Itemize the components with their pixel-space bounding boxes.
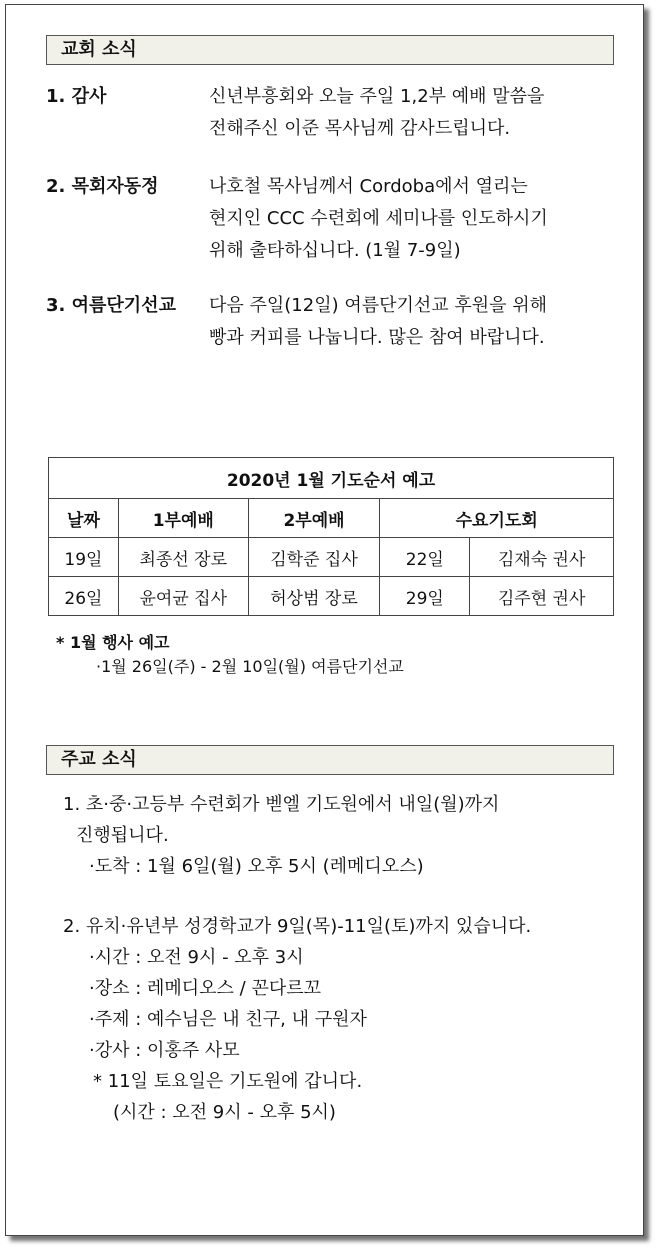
school-news-star-detail: (시간 : 오전 9시 - 오후 5시) [113, 1102, 336, 1123]
news-item-line: 위해 출타하십니다. (1월 7-9일) [209, 240, 461, 261]
church-news-header: 교회 소식 [46, 35, 614, 65]
school-news-item-retreat [63, 789, 623, 882]
school-news-line: 진행됩니다. [76, 825, 169, 846]
news-item-label: 2. 목회자동정 [46, 176, 159, 197]
schedule-cell: 22일 [380, 538, 470, 577]
news-item-label: 1. 감사 [46, 86, 107, 107]
schedule-cell: 김재숙 권사 [470, 538, 614, 577]
schedule-header-first-service: 1부예배 [118, 499, 248, 538]
schedule-cell: 김학준 집사 [248, 538, 380, 577]
school-news-detail: ·시간 : 오전 9시 - 오후 3시 [89, 947, 304, 968]
school-news-detail: ·주제 : 예수님은 내 친구, 내 구원자 [89, 1009, 367, 1030]
news-item-line: 전해주신 이준 목사님께 감사드립니다. [209, 118, 511, 139]
bulletin-page [5, 4, 644, 1236]
news-item-body [209, 171, 614, 267]
school-news-detail: ·강사 : 이홍주 사모 [89, 1040, 240, 1061]
schedule-cell: 허상범 장로 [248, 577, 380, 616]
school-news-star-note: * 11일 토요일은 기도원에 갑니다. [93, 1071, 363, 1092]
news-item-line: 다음 주일(12일) 여름단기선교 후원을 위해 [209, 295, 548, 316]
table-row [49, 577, 614, 616]
table-row [49, 538, 614, 577]
schedule-title: 2020년 1월 기도순서 예고 [49, 458, 614, 499]
schedule-cell: 김주현 권사 [470, 577, 614, 616]
schedule-cell: 최종선 장로 [118, 538, 248, 577]
news-item-label: 3. 여름단기선교 [46, 295, 176, 316]
schedule-cell: 29일 [380, 577, 470, 616]
news-item-line: 현지인 CCC 수련회에 세미나를 인도하시기 [209, 208, 548, 229]
prayer-schedule-table [48, 457, 614, 616]
school-news-line: 2. 유치·유년부 성경학교가 9일(목)-11일(토)까지 있습니다. [63, 916, 532, 937]
events-note-line: ·1월 26일(주) - 2월 10일(월) 여름단기선교 [96, 657, 404, 676]
events-note [56, 631, 404, 679]
school-news-line: 1. 초·중·고등부 수련회가 벧엘 기도원에서 내일(월)까지 [63, 794, 500, 815]
schedule-cell: 19일 [49, 538, 119, 577]
events-note-title: * 1월 행사 예고 [56, 633, 170, 652]
schedule-cell: 윤여균 집사 [118, 577, 248, 616]
school-news-item-vbs [63, 911, 623, 1128]
news-item-line: 신년부흥회와 오늘 주일 1,2부 예배 말씀을 [209, 86, 545, 107]
school-news-detail: ·도착 : 1월 6일(월) 오후 5시 (레메디오스) [89, 856, 424, 877]
news-item-body [209, 81, 614, 145]
school-news-detail: ·장소 : 레메디오스 / 꼰다르꼬 [89, 978, 322, 999]
school-news-header: 주교 소식 [46, 745, 614, 775]
schedule-header-wednesday: 수요기도회 [380, 499, 614, 538]
news-item-body [209, 290, 614, 354]
schedule-header-second-service: 2부예배 [248, 499, 380, 538]
schedule-header-row [49, 499, 614, 538]
schedule-header-date: 날짜 [49, 499, 119, 538]
news-item-line: 나호철 목사님께서 Cordoba에서 열리는 [209, 176, 528, 197]
schedule-cell: 26일 [49, 577, 119, 616]
news-item-line: 빵과 커피를 나눕니다. 많은 참여 바랍니다. [209, 327, 545, 348]
